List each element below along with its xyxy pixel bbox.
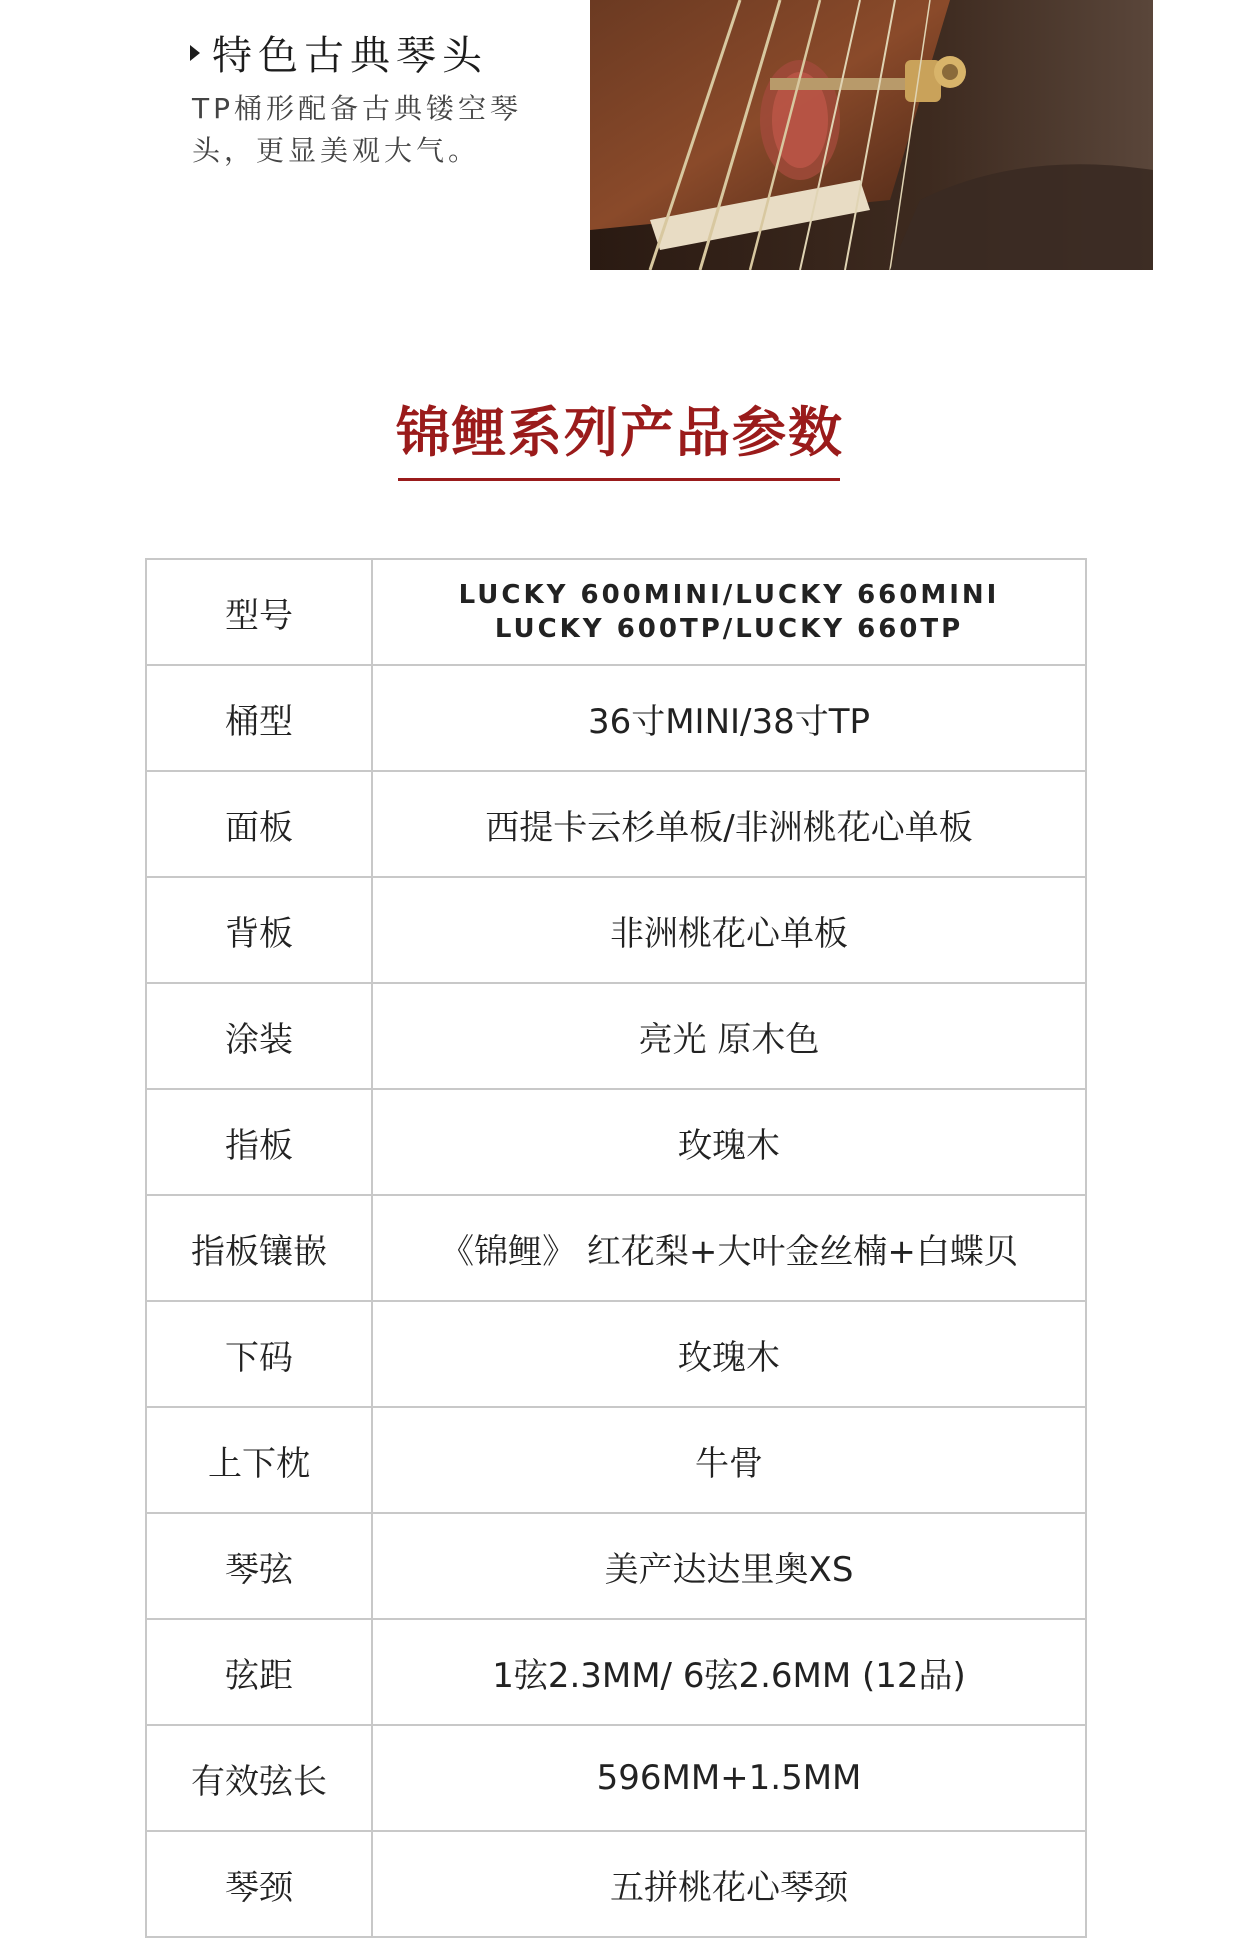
spec-label: 弦距	[147, 1620, 373, 1724]
spec-value: 36寸MINI/38寸TP	[587, 701, 871, 742]
spec-row	[147, 772, 1085, 878]
spec-value: 596MM+1.5MM	[596, 1758, 862, 1798]
spec-row	[147, 878, 1085, 984]
spec-value: 玫瑰木	[678, 1125, 780, 1166]
spec-label: 指板	[147, 1090, 373, 1194]
triangle-marker-icon	[190, 45, 200, 61]
feature-description: TP桶形配备古典镂空琴头，更显美观大气。	[192, 92, 522, 167]
spec-row	[147, 1726, 1085, 1832]
spec-label: 面板	[147, 772, 373, 876]
spec-value: 非洲桃花心单板	[610, 913, 848, 954]
spec-label: 有效弦长	[147, 1726, 373, 1830]
section-title-underline	[398, 478, 840, 481]
spec-row	[147, 1832, 1085, 1938]
spec-value: 《锦鲤》 红花梨+大叶金丝楠+白蝶贝	[440, 1231, 1018, 1272]
spec-label: 琴弦	[147, 1514, 373, 1618]
spec-label: 下码	[147, 1302, 373, 1406]
guitar-headstock-photo	[590, 0, 1153, 270]
spec-value: 玫瑰木	[678, 1337, 780, 1378]
spec-row	[147, 1090, 1085, 1196]
spec-label: 指板镶嵌	[147, 1196, 373, 1300]
spec-label: 桶型	[147, 666, 373, 770]
spec-row-model	[147, 560, 1085, 666]
spec-label: 背板	[147, 878, 373, 982]
model-line-1: LUCKY 600MINI/LUCKY 660MINI	[458, 580, 1000, 610]
spec-value: 亮光 原木色	[638, 1019, 820, 1060]
spec-label: 涂装	[147, 984, 373, 1088]
spec-row	[147, 666, 1085, 772]
headstock-illustration	[590, 0, 1153, 270]
spec-value: 西提卡云杉单板/非洲桃花心单板	[485, 807, 973, 848]
feature-title-text: 特色古典琴头	[212, 33, 488, 79]
spec-row	[147, 1620, 1085, 1726]
model-line-2: LUCKY 600TP/LUCKY 660TP	[494, 614, 964, 644]
spec-label: 上下枕	[147, 1408, 373, 1512]
spec-value: 美产达达里奥XS	[604, 1549, 854, 1590]
spec-value	[373, 560, 1085, 664]
spec-label: 型号	[147, 560, 373, 664]
feature-section	[0, 0, 1240, 280]
section-title: 锦鲤系列产品参数	[396, 401, 844, 464]
spec-row	[147, 1302, 1085, 1408]
spec-value: 牛骨	[695, 1443, 763, 1484]
spec-table	[145, 558, 1087, 1938]
spec-label: 琴颈	[147, 1832, 373, 1936]
spec-row	[147, 1514, 1085, 1620]
spec-row	[147, 1196, 1085, 1302]
spec-row	[147, 1408, 1085, 1514]
spec-value: 五拼桃花心琴颈	[610, 1867, 848, 1908]
feature-title	[190, 24, 488, 81]
spec-value: 1弦2.3MM/ 6弦2.6MM (12品)	[492, 1655, 966, 1696]
spec-row	[147, 984, 1085, 1090]
